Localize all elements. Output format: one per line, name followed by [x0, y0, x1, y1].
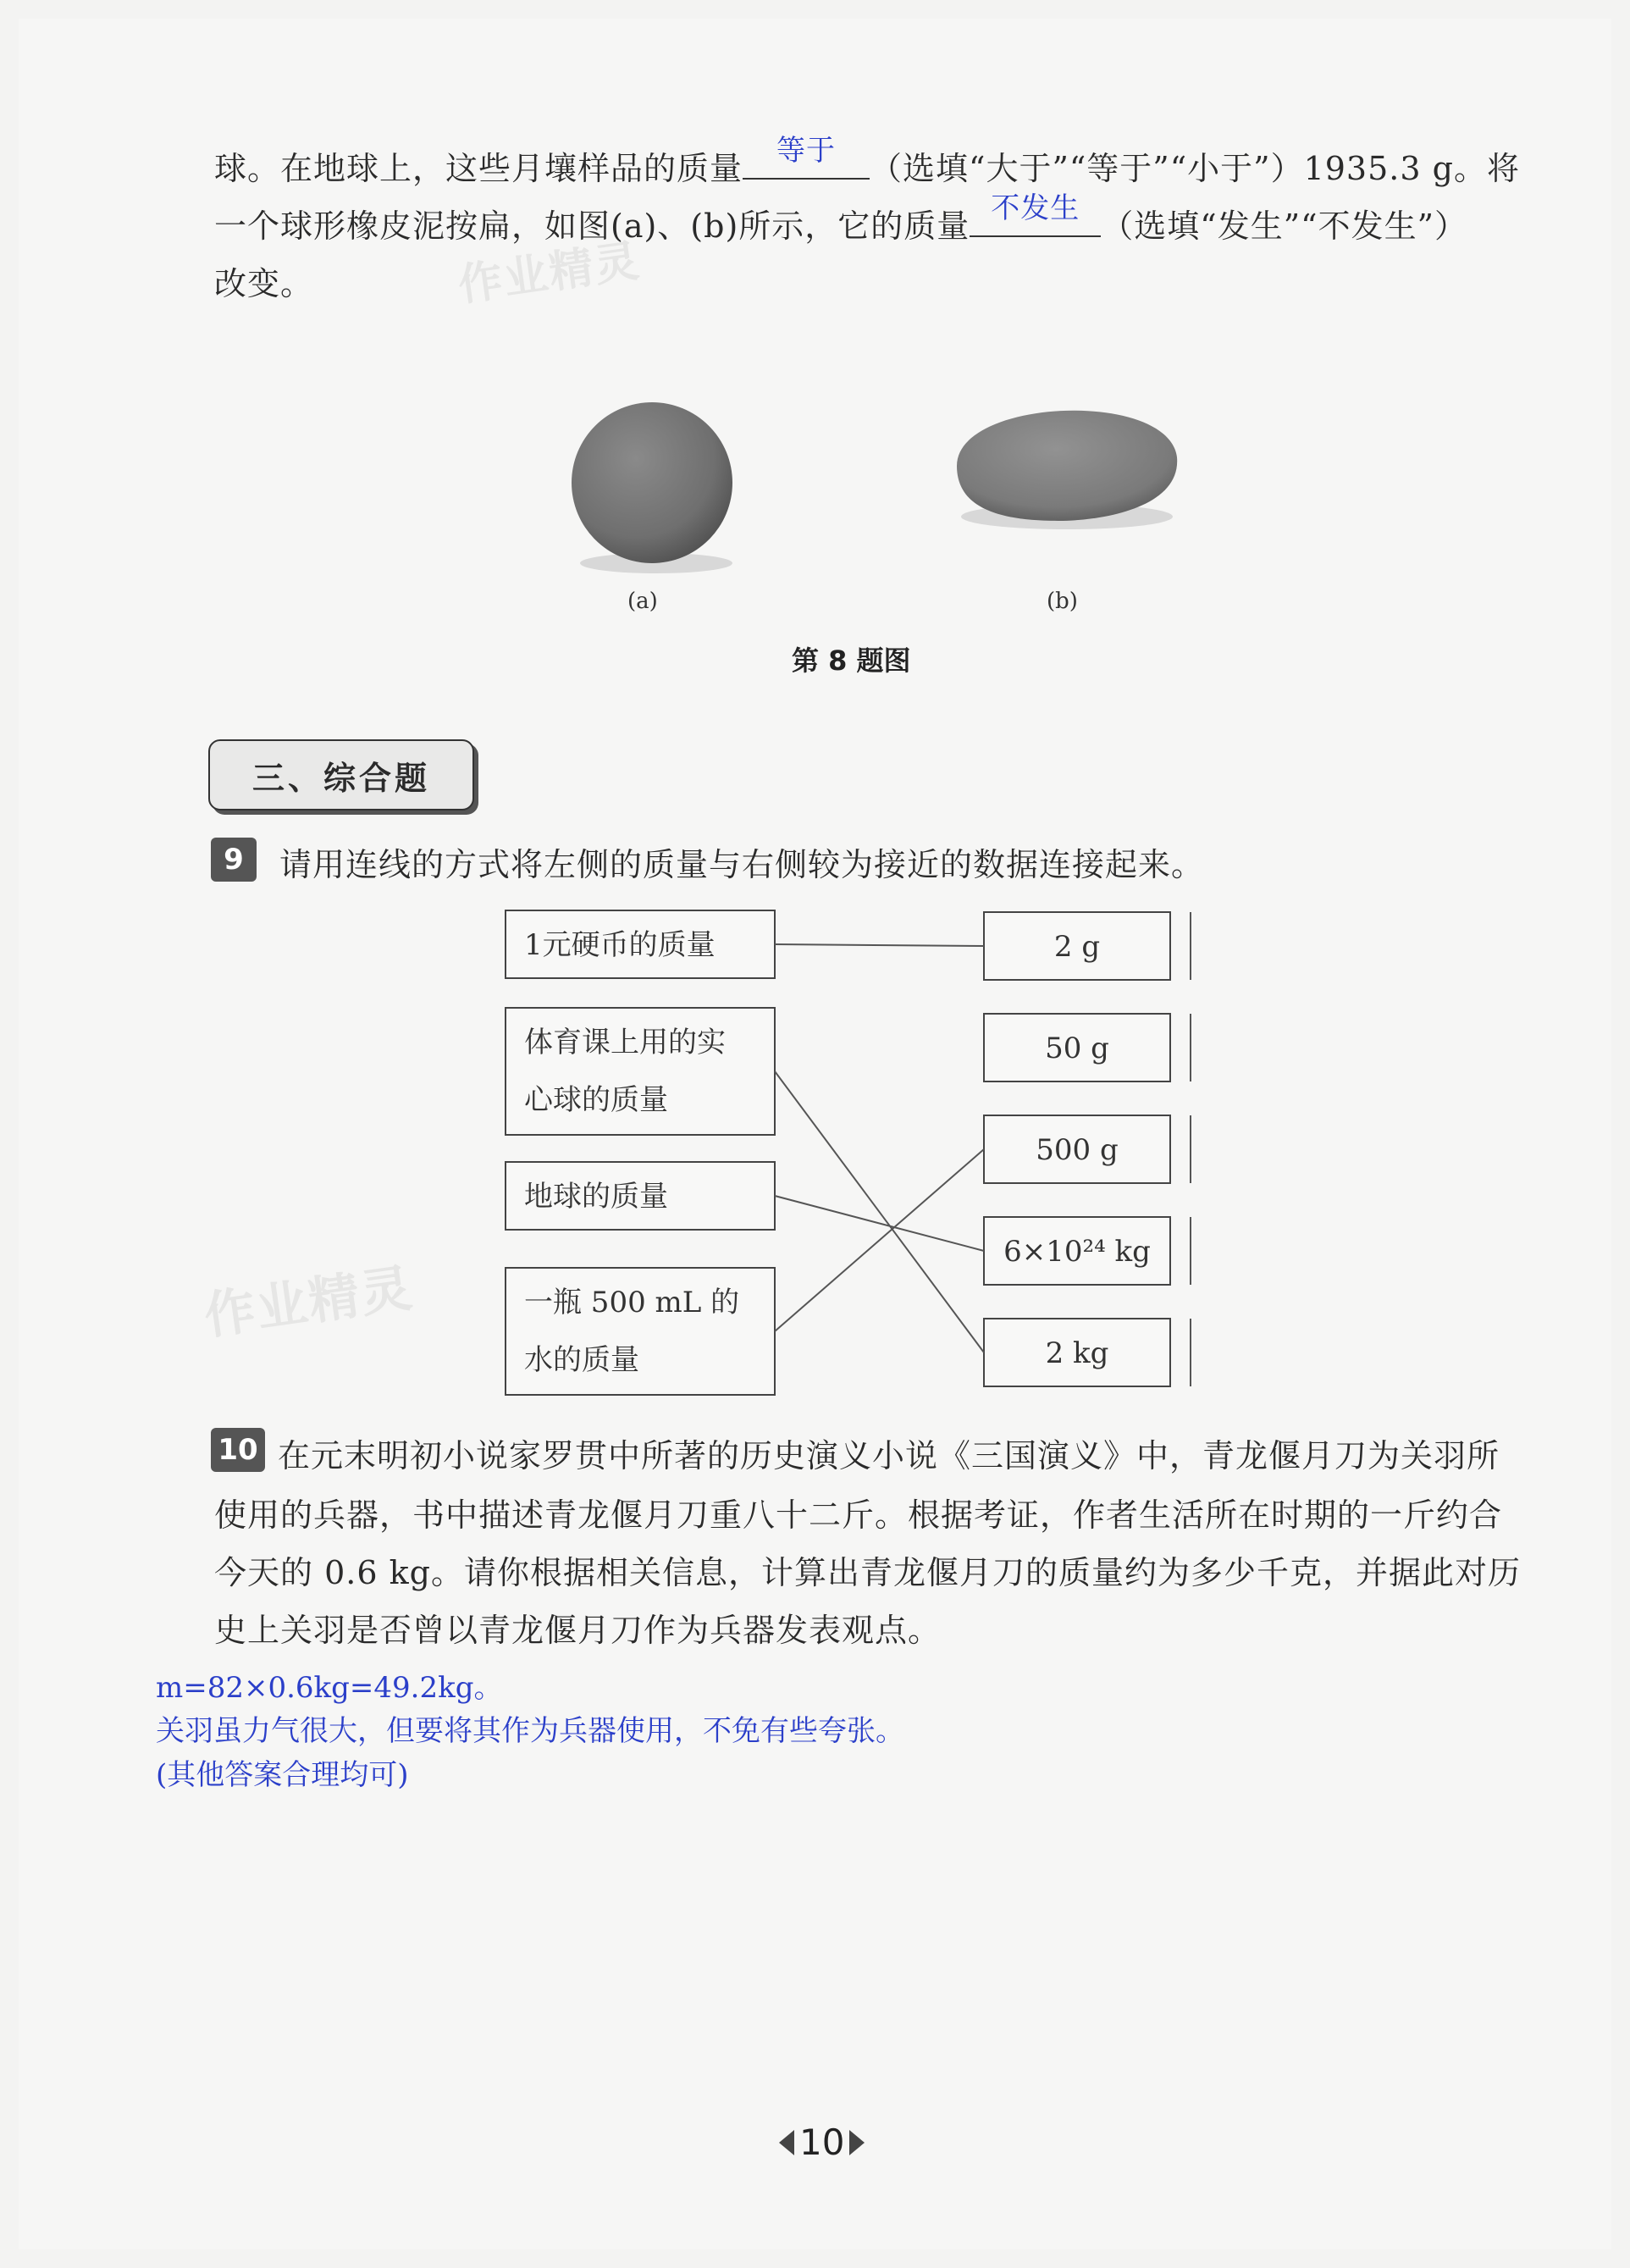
prev-arrow-icon	[779, 2130, 794, 2155]
next-arrow-icon	[849, 2130, 865, 2155]
watermark-1: 作业精灵	[455, 235, 644, 312]
matching-diagram	[491, 898, 1202, 1406]
q10-line-2: 使用的兵器，书中描述青龙偃月刀重八十二斤。根据考证，作者生活所在时期的一斤约合	[214, 1496, 1503, 1534]
left-item-0: 1元硬币的质量	[524, 928, 716, 962]
q8-line-2-text: 一个球形橡皮泥按扁，如图(a)、(b)所示，它的质量	[214, 207, 970, 245]
q10-line-1: 在元末明初小说家罗贯中所著的历史演义小说《三国演义》中，青龙偃月刀为关羽所	[278, 1437, 1500, 1474]
label-a: (a)	[627, 589, 658, 614]
q8-line-1	[214, 134, 1520, 189]
right-item-2: 500 g	[1036, 1133, 1119, 1167]
label-b: (b)	[1047, 589, 1078, 614]
clay-flat-b	[957, 411, 1177, 521]
left-item-3-line-1: 水的质量	[524, 1343, 639, 1377]
connection-line-3	[775, 1149, 984, 1331]
watermark-2: 作业精灵	[201, 1258, 417, 1347]
q10-line-4: 史上关羽是否曾以青龙偃月刀作为兵器发表观点。	[214, 1612, 942, 1649]
q8-blank-1	[743, 134, 870, 180]
left-item-1-line-1: 心球的质量	[524, 1083, 668, 1117]
figure-caption: 第 8 题图	[792, 644, 911, 677]
right-item-0: 2 g	[1053, 930, 1101, 964]
clay-ball-a	[572, 402, 732, 563]
left-item-3-line-0: 一瓶 500 mL 的	[524, 1286, 740, 1319]
connection-line-1	[775, 1071, 984, 1353]
page-number-text: 10	[799, 2121, 845, 2163]
q10-line-3: 今天的 0.6 kg。请你根据相关信息，计算出青龙偃月刀的质量约为多少千克，并据此对历	[214, 1554, 1521, 1591]
q9-text: 请用连线的方式将左侧的质量与右侧较为接近的数据连接起来。	[279, 846, 1205, 883]
left-item-2: 地球的质量	[524, 1180, 668, 1214]
q10-answer-1: m=82×0.6kg=49.2kg。	[156, 1671, 503, 1705]
q8-line-2	[214, 191, 1468, 246]
right-item-4: 2 kg	[1045, 1336, 1109, 1370]
q8-line-1-text: 球。在地球上，这些月壤样品的质量	[214, 150, 743, 187]
q8-line-1-text-post: （选填“大于”“等于”“小于”）1935.3 g。将	[870, 150, 1520, 187]
clay-figure	[508, 356, 1202, 593]
q8-line-3: 改变。	[214, 265, 314, 302]
left-item-1-line-0: 体育课上用的实	[524, 1026, 726, 1059]
q8-blank-2	[970, 191, 1101, 237]
connection-line-2	[775, 1196, 984, 1251]
q10-answer-3: (其他答案合理均可)	[156, 1758, 409, 1792]
connection-line-0	[775, 944, 984, 946]
right-item-1: 50 g	[1045, 1032, 1109, 1065]
q8-answer-1: 等于	[776, 134, 837, 168]
right-item-3: 6×10²⁴ kg	[1003, 1235, 1151, 1269]
section-heading: 三、综合题	[208, 739, 474, 810]
q8-answer-2: 不发生	[991, 191, 1080, 225]
q8-line-2-text-post: （选填“发生”“不发生”）	[1101, 207, 1468, 245]
q10-answer-2: 关羽虽力气很大，但要将其作为兵器使用，不免有些夸张。	[156, 1714, 904, 1748]
q9-number: 9	[211, 838, 257, 882]
q10-number: 10	[211, 1428, 265, 1472]
page-number	[779, 2121, 865, 2163]
